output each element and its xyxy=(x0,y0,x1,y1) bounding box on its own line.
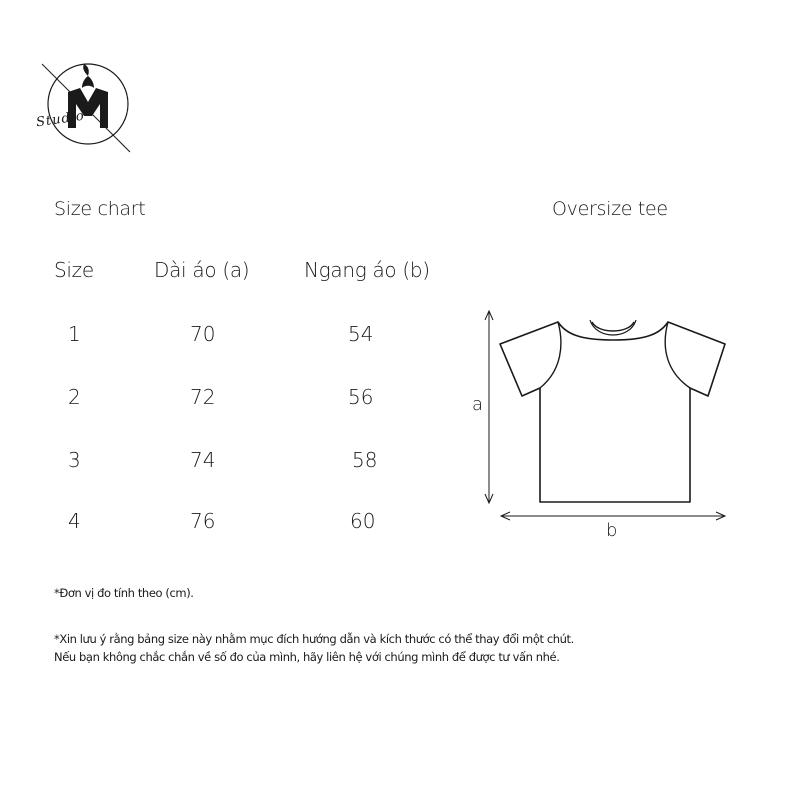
table-cell-size: 4 xyxy=(68,509,81,533)
table-cell-size: 2 xyxy=(68,385,81,409)
tshirt-outline xyxy=(500,322,725,502)
table-cell-length: 76 xyxy=(190,509,216,533)
dimension-a-label: a xyxy=(472,394,484,415)
size-chart-title: Size chart xyxy=(54,198,146,220)
tshirt-collar xyxy=(592,322,634,331)
table-cell-width: 56 xyxy=(348,385,374,409)
studio-logo-icon xyxy=(38,58,134,154)
table-cell-width: 60 xyxy=(350,509,376,533)
table-cell-length: 72 xyxy=(190,385,216,409)
table-cell-size: 1 xyxy=(68,322,81,346)
garment-title: Oversize tee xyxy=(552,198,668,220)
logo-script-text: Studio xyxy=(35,108,86,131)
table-cell-length: 70 xyxy=(190,322,216,346)
disclaimer-line-2: Nếu bạn không chắc chắn về số đo của mình, hãy liên hệ với chúng mình để được tư vấn nhé. xyxy=(54,650,560,664)
header-length: Dài áo (a) xyxy=(154,258,250,282)
disclaimer-line-1: *Xin lưu ý rằng bảng size này nhằm mục đích hướng dẫn và kích thước có thể thay đổi một chút. xyxy=(54,632,574,646)
header-size: Size xyxy=(54,258,94,282)
table-cell-length: 74 xyxy=(190,448,216,472)
unit-note: *Đơn vị đo tính theo (cm). xyxy=(54,586,194,600)
table-cell-width: 54 xyxy=(348,322,374,346)
dimension-b-label: b xyxy=(606,520,618,541)
table-cell-width: 58 xyxy=(352,448,378,472)
header-width: Ngang áo (b) xyxy=(304,258,430,282)
table-cell-size: 3 xyxy=(68,448,81,472)
tshirt-diagram xyxy=(470,300,740,530)
